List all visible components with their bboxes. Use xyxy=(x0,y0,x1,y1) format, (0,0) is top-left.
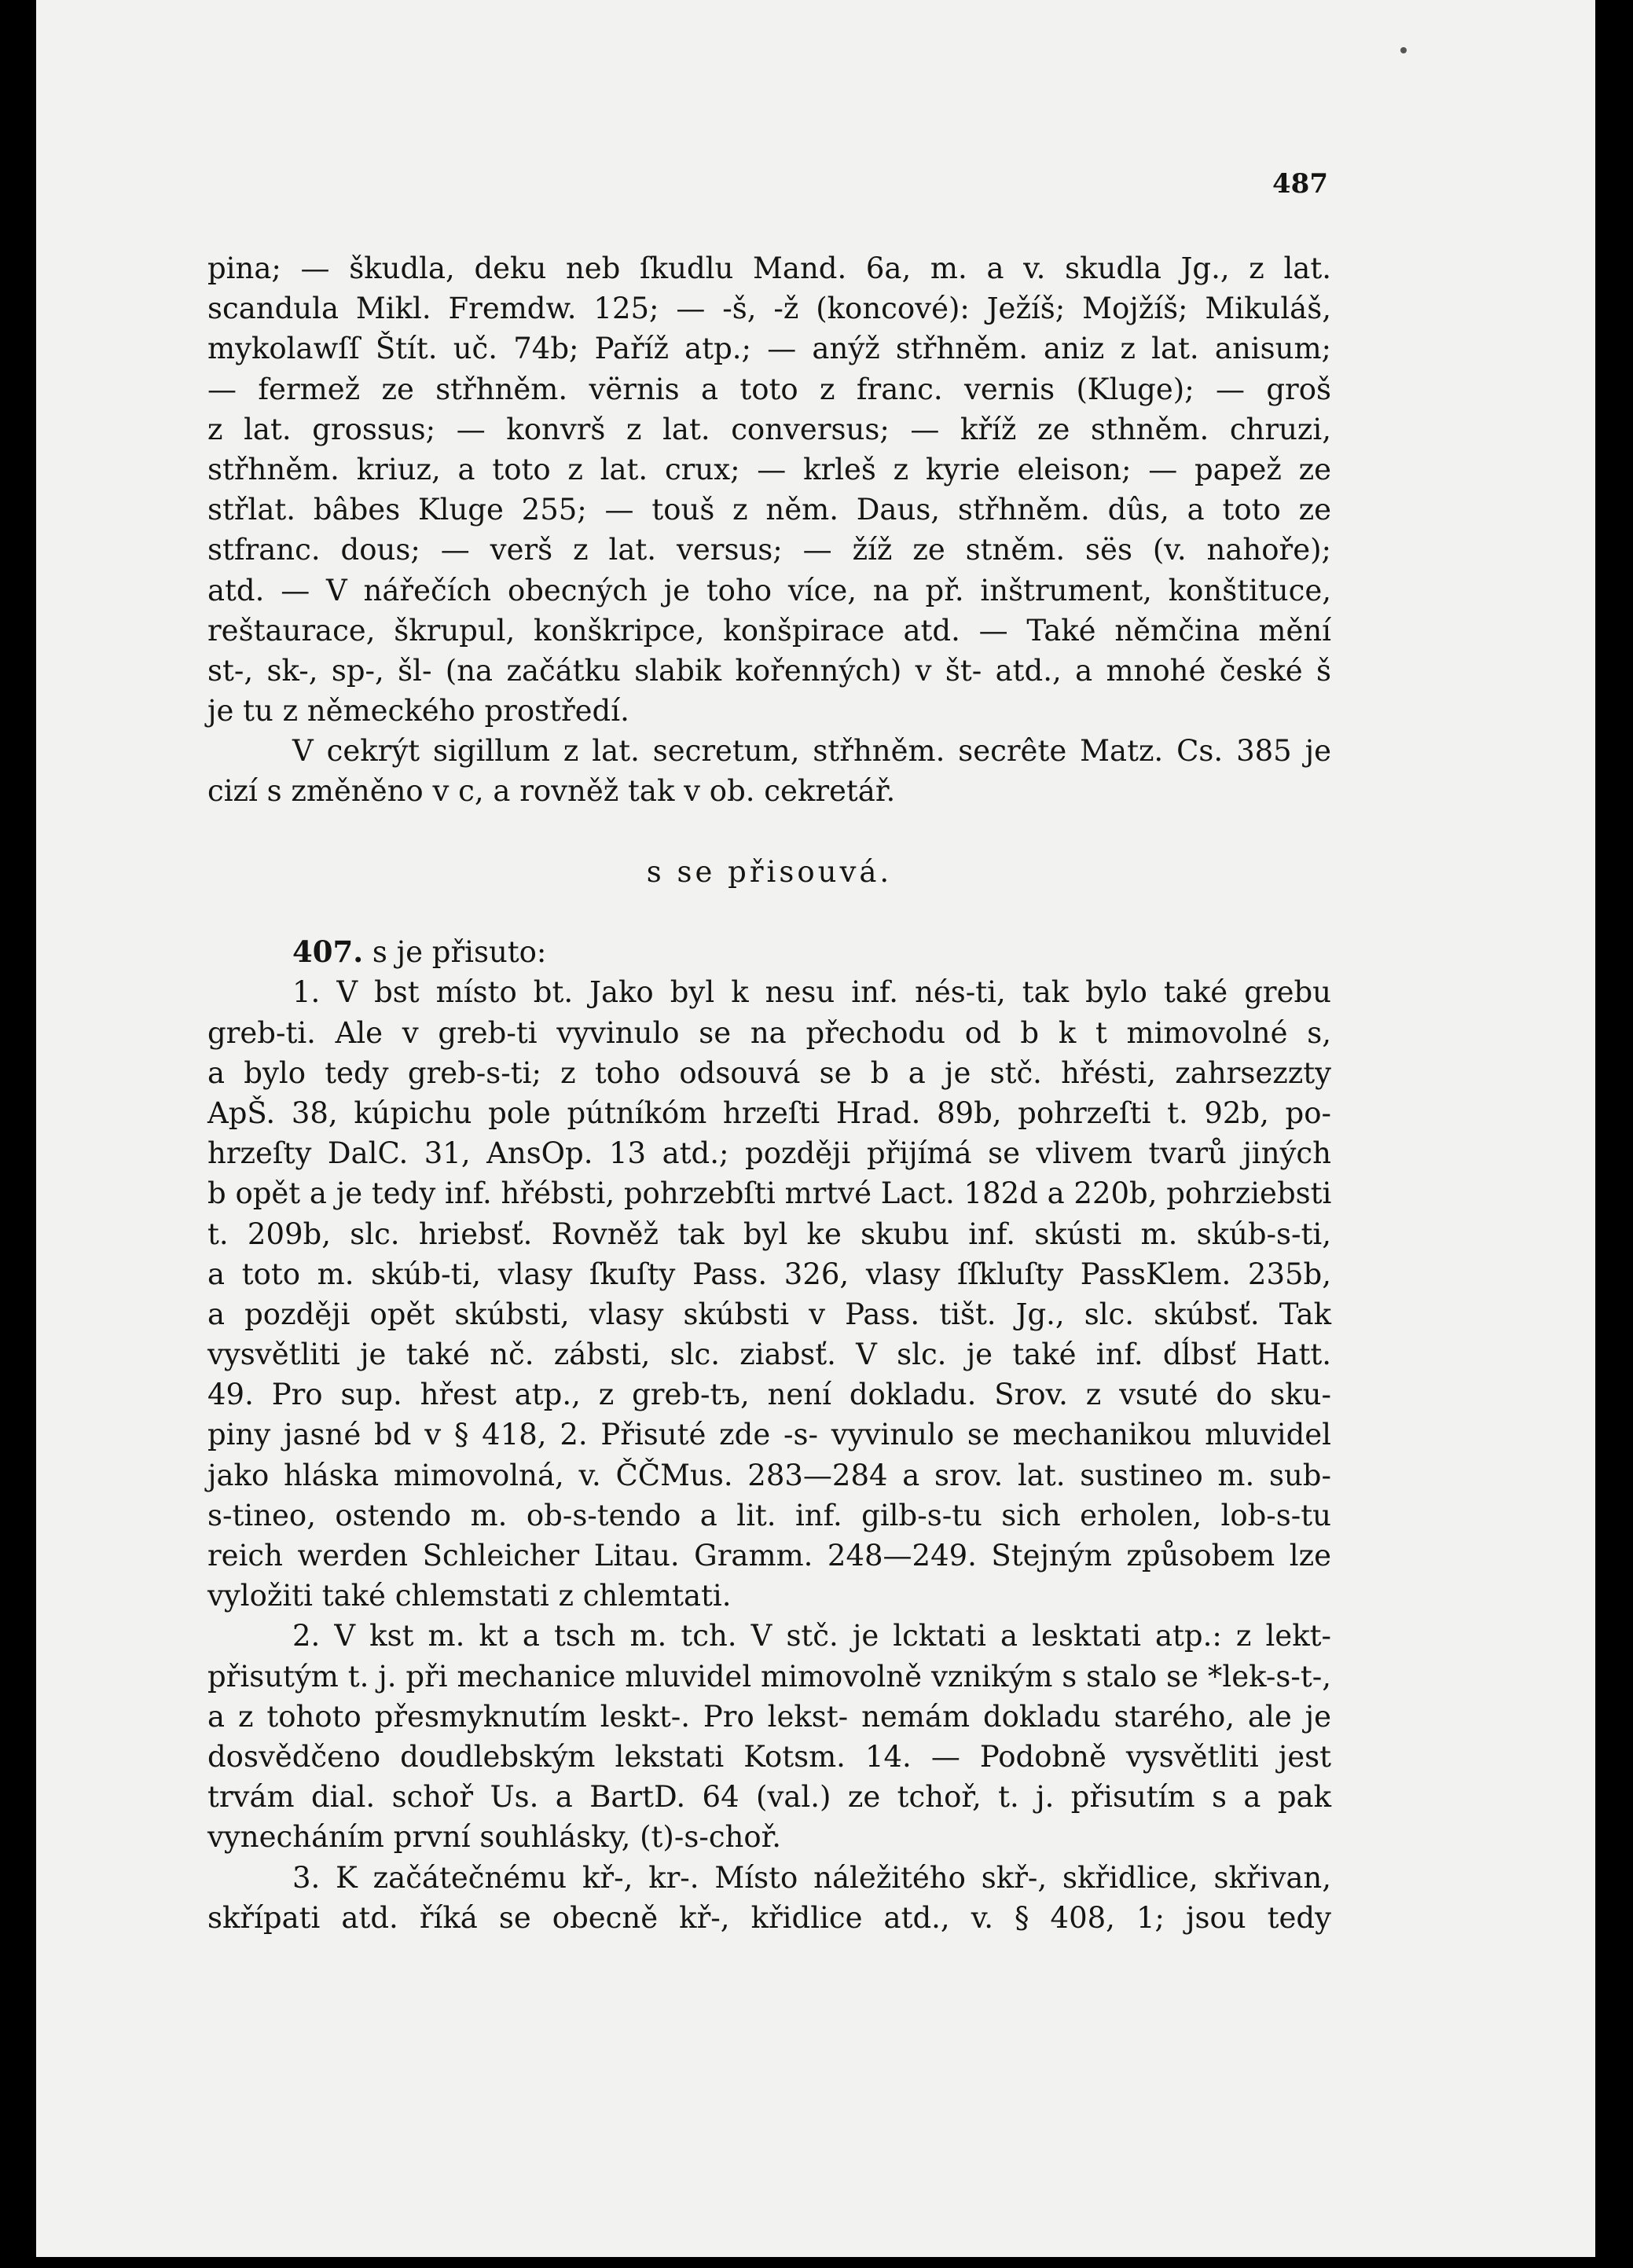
section-intro xyxy=(207,932,1331,972)
text-line: je tu z německého prostředí. xyxy=(207,694,629,728)
text-line: a později opět skúbsti, vlasy skúbsti v Pass. tišt. Jg., slc. skúbsť. Tak xyxy=(207,1297,1331,1331)
text-line: 1. V bst místo bt. Jako byl k nesu inf. nés-ti, tak bylo také grebu xyxy=(292,975,1331,1010)
scan-edge-left xyxy=(0,0,36,2268)
text-line: V cekrýt sigillum z lat. secretum, střhněm. secrête Matz. Cs. 385 je xyxy=(292,734,1331,769)
text-line: piny jasné bd v § 418, 2. Přisuté zde -s- vyvinulo se mechanikou mluvidel xyxy=(207,1418,1331,1452)
section-intro-text: s je přisuto: xyxy=(363,935,547,970)
item-3 xyxy=(207,1858,1331,1938)
text-line: jako hláska mimovolná, v. ČČMus. 283—284 a srov. lat. sustineo m. sub- xyxy=(207,1458,1331,1492)
text-line: a z tohoto přesmyknutím leskt-. Pro lekst- nemám dokladu starého, ale je xyxy=(207,1699,1331,1734)
text-line: přisutým t. j. při mechanice mluvidel mimovolně vznikým s stalo se *lek-s-t-, xyxy=(207,1659,1331,1694)
text-line: t. 209b, slc. hriebsť. Rovněž tak byl ke skubu inf. skústi m. skúb-s-ti, xyxy=(207,1217,1331,1251)
text-line: greb-ti. Ale v greb-ti vyvinulo se na přechodu od b k t mimovolné s, xyxy=(207,1015,1331,1050)
text-line: ApŠ. 38, kúpichu pole pútníkóm hrzeſti Hrad. 89b, pohrzeſti t. 92b, po- xyxy=(207,1095,1331,1130)
scan-edge-right xyxy=(1595,0,1633,2268)
paragraph-1 xyxy=(207,248,1331,731)
text-line: s-tineo, ostendo m. ob-s-tendo a lit. inf. gilb-s-tu sich erholen, lob-s-tu xyxy=(207,1498,1331,1532)
text-line: pina; — škudla, deku neb ſkudlu Mand. 6a, m. a v. skudla Jg., z lat. xyxy=(207,251,1331,285)
text-line: — fermež ze střhněm. vërnis a toto z franc. vernis (Kluge); — groš xyxy=(207,372,1331,406)
section-number: 407. xyxy=(292,934,364,970)
section-heading: s se přisouvá. xyxy=(646,854,893,889)
text-line: vynecháním první souhlásky, (t)-s-choř. xyxy=(207,1820,782,1855)
text-line: skřípati atd. říká se obecně kř-, křidlice atd., v. § 408, 1; jsou tedy xyxy=(207,1900,1331,1935)
text-line: b opět a je tedy inf. hřébsti, pohrzebſti mrtvé Lact. 182d a 220b, pohrziebsti xyxy=(207,1176,1332,1211)
text-line: stfranc. dous; — verš z lat. versus; — žíž ze stněm. sës (v. nahoře); xyxy=(207,533,1331,567)
paragraph-2 xyxy=(207,731,1331,811)
text-line: hrzeſty DalC. 31, AnsOp. 13 atd.; později přijímá se vlivem tvarů jiných xyxy=(207,1136,1331,1171)
text-line: a toto m. skúb-ti, vlasy ſkuſty Pass. 326, vlasy ſſkluſty PassKlem. 235b, xyxy=(207,1257,1331,1291)
page-number: 487 xyxy=(1272,168,1328,200)
text-line: střlat. bâbes Kluge 255; — touš z něm. Daus, střhněm. dûs, a toto ze xyxy=(207,493,1331,527)
text-line: cizí s změněno v c, a rovněž tak v ob. cekretář. xyxy=(207,774,896,809)
page-body xyxy=(207,248,1331,1938)
text-line: 2. V kst m. kt a tsch m. tch. V stč. je lcktati a lesktati atp.: z lekt- xyxy=(292,1619,1331,1653)
text-line: scandula Mikl. Fremdw. 125; — -š, -ž (koncové): Ježíš; Mojžíš; Mikuláš, xyxy=(207,292,1331,326)
text-line: reich werden Schleicher Litau. Gramm. 248—249. Stejným způsobem lze xyxy=(207,1539,1331,1573)
text-line: reštaurace, škrupul, konškripce, konšpirace atd. — Také němčina mění xyxy=(207,613,1331,648)
scan-speck xyxy=(1400,47,1407,53)
text-line: 3. K začátečnému kř-, kr-. Místo náležitého skř-, skřidlice, skřivan, xyxy=(292,1860,1331,1895)
text-line: vysvětliti je také nč. zábsti, slc. ziabsť. V slc. je také inf. dĺbsť Hatt. xyxy=(207,1338,1331,1372)
text-line: střhněm. kriuz, a toto z lat. crux; — krleš z kyrie eleison; — papež ze xyxy=(207,452,1331,486)
text-line: trvám dial. schoř Us. a BartD. 64 (val.) ze tchoř, t. j. přisutím s a pak xyxy=(207,1780,1331,1815)
item-1 xyxy=(207,972,1331,1616)
text-line: z lat. grossus; — konvrš z lat. conversus; — kříž ze sthněm. chruzi, xyxy=(207,412,1331,446)
text-line: 49. Pro sup. hřest atp., z greb-tъ, není dokladu. Srov. z vsuté do sku- xyxy=(207,1378,1331,1412)
text-line: dosvědčeno doudlebským lekstati Kotsm. 14. — Podobně vysvětliti jest xyxy=(207,1739,1331,1774)
spacer xyxy=(207,892,1331,932)
item-2 xyxy=(207,1616,1331,1857)
scan-edge-bottom xyxy=(0,2257,1633,2268)
text-line: st-, sk-, sp-, šl- (na začátku slabik kořenných) v št- atd., a mnohé české š xyxy=(207,653,1331,688)
text-line: vyložiti také chlemstati z chlemtati. xyxy=(207,1579,732,1613)
text-line: a bylo tedy greb-s-ti; z toho odsouvá se b a je stč. hřésti, zahrsezzty xyxy=(207,1055,1331,1090)
spacer xyxy=(207,812,1331,852)
text-line: atd. — V nářečích obecných je toho více, na př. inštrument, konštituce, xyxy=(207,573,1331,607)
text-line: mykolawſſ Štít. uč. 74b; Paříž atp.; — anýž střhněm. aniz z lat. anisum; xyxy=(207,332,1331,366)
